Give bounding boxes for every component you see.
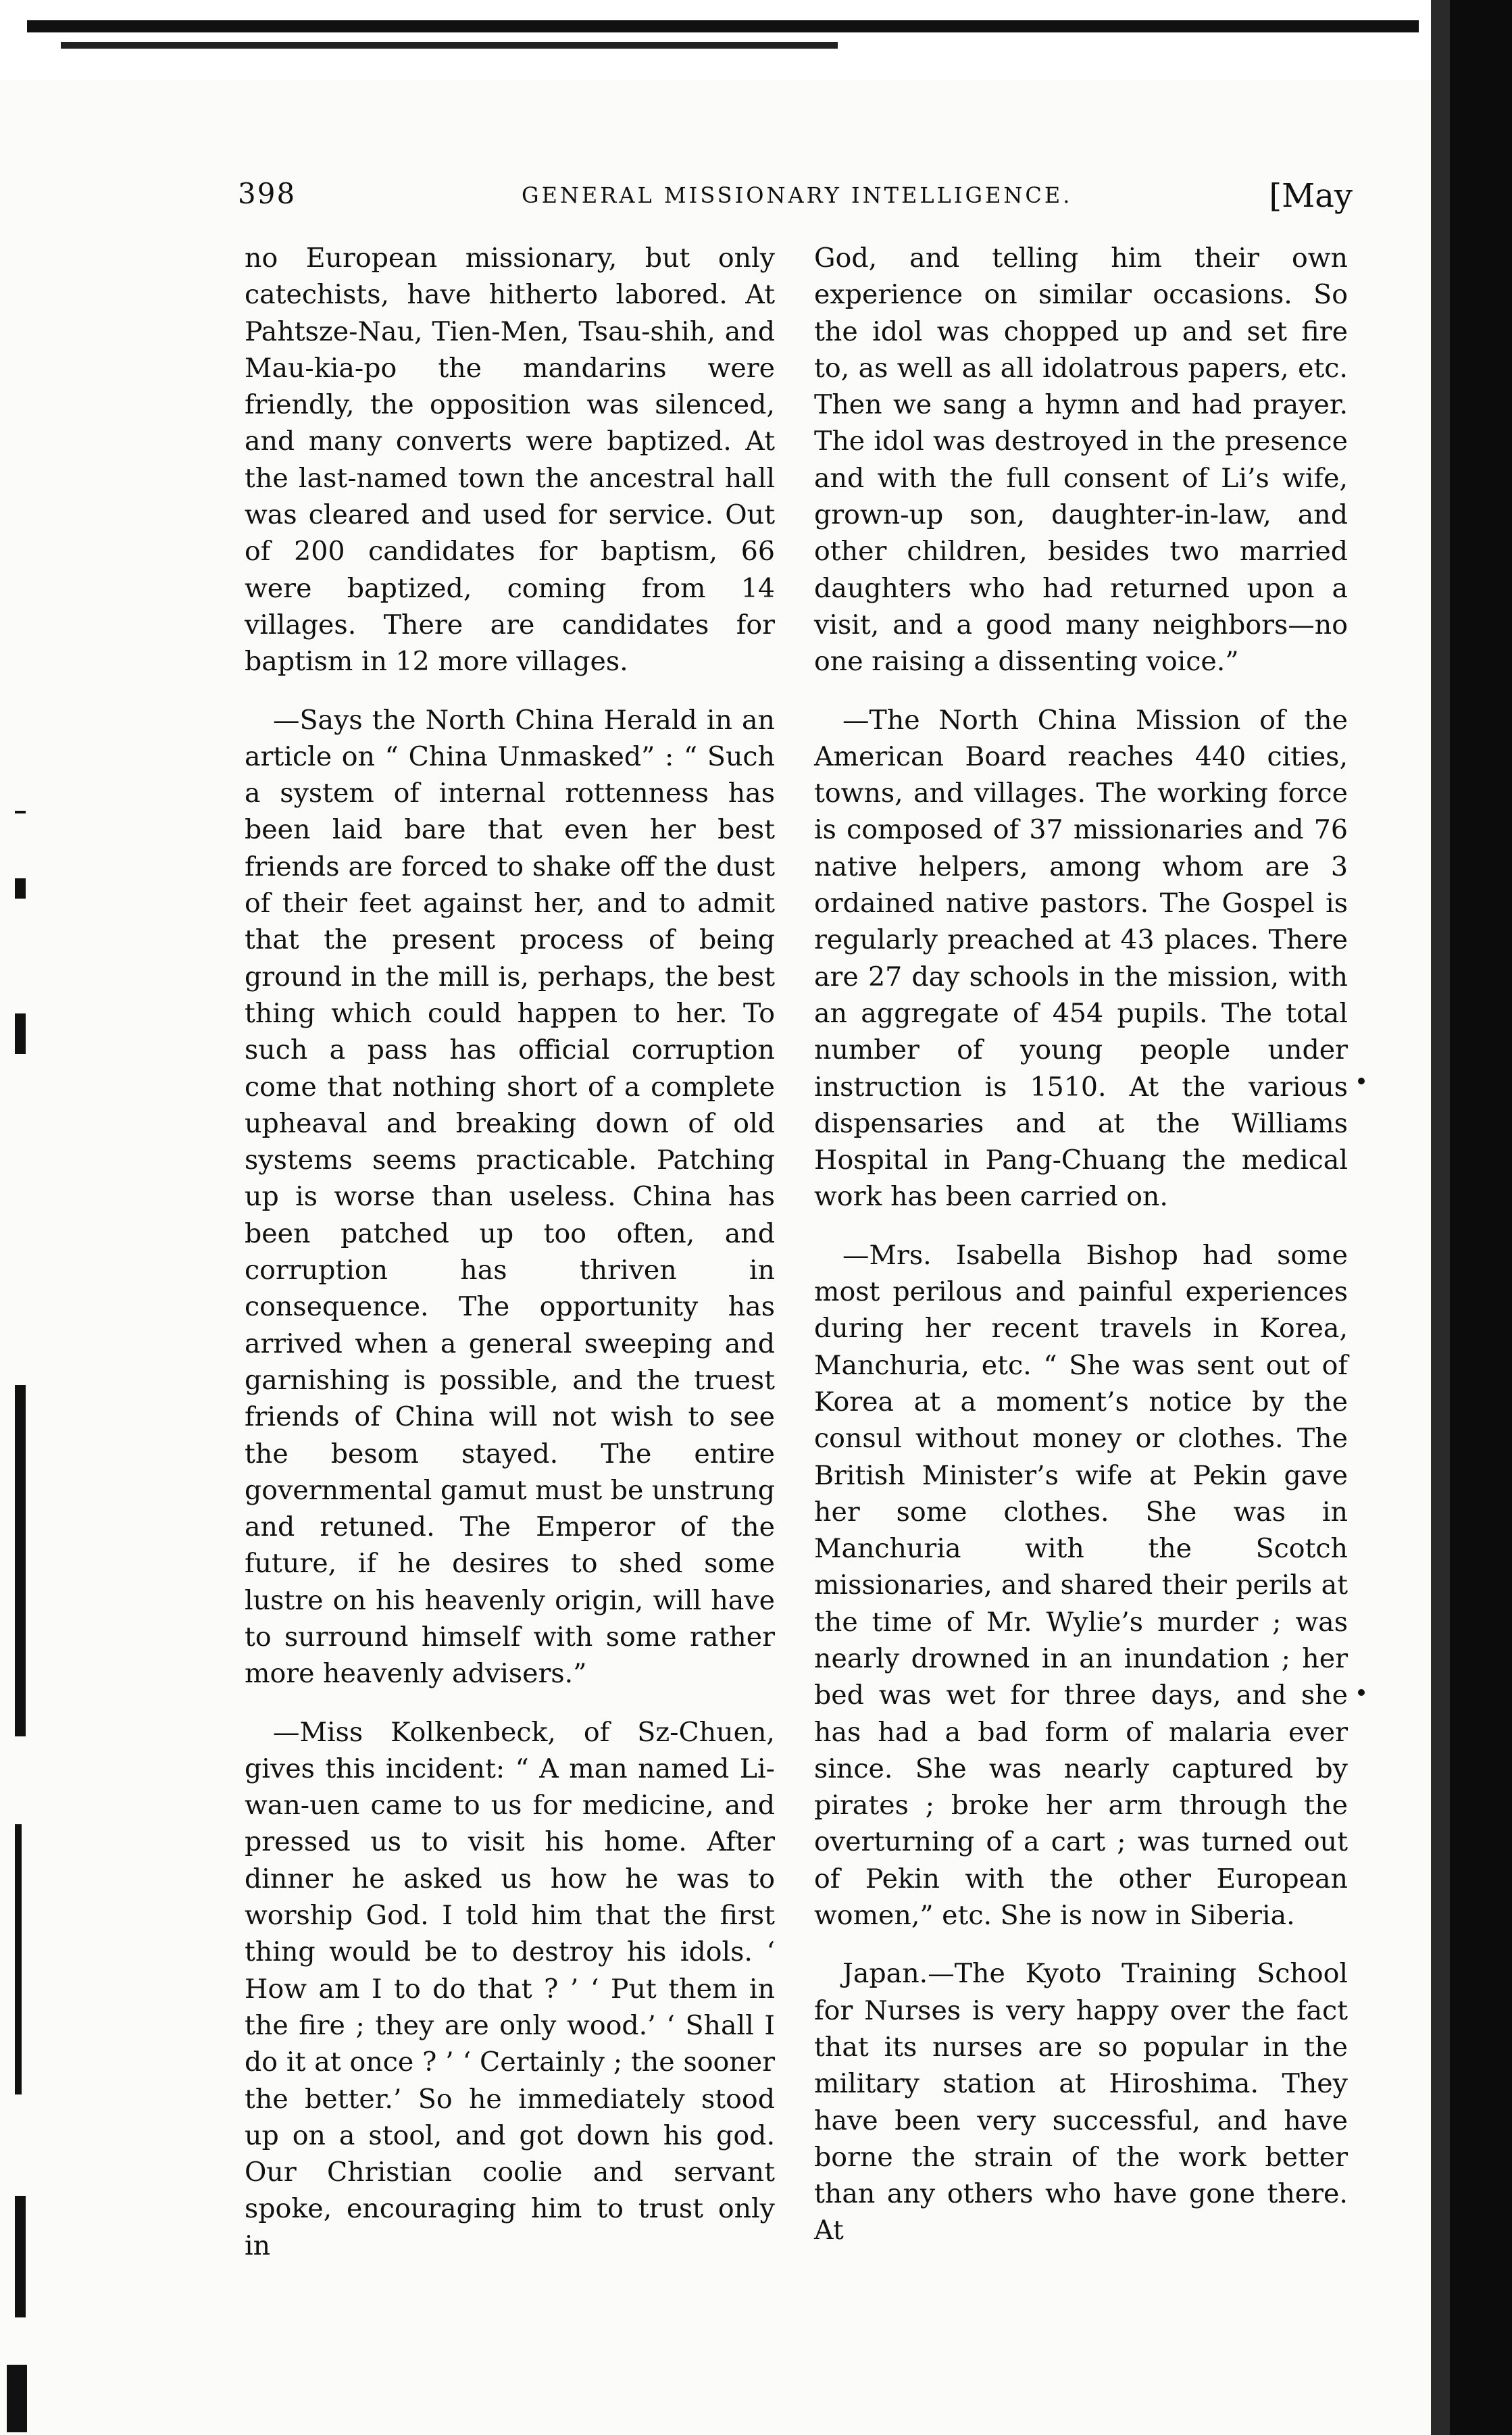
paragraph: —Miss Kolkenbeck, of Sz-Chuen, gives this incident: “ A man named Li-wan-uen came to us for medicine, and pressed us to visit his home. After dinner he asked us how he was to worship God. I told him that the first thing would be to destroy his idols. ‘ How am I to do that ? ’ ‘ Put them in the fire ; they are only wood.’ ‘ Shall I do it at once ? ’ ‘ Certainly ; the sooner the better.’ So he immediately stood up on a stool, and got down his god. Our Christian coolie and servant spoke, encouraging him to trust only in [245,1716,775,2261]
scan-mark [15,878,26,899]
scan-speck [1358,1078,1365,1084]
page-number: 398 [238,177,297,210]
page-header [238,177,1353,224]
right-column [814,240,1348,2271]
scan-mark [15,1824,22,2094]
scan-top-border [0,0,1512,80]
scan-mark [15,811,26,813]
left-column [245,240,775,2286]
paragraph: no European missionary, but only catechists, have hitherto labored. At Pahtsze-Nau, Tien-Men, Tsau-shih, and Mau-kia-po the mandarins were friendly, the opposition was silenced, and many converts were baptized. At the last-named town the ancestral hall was cleared and used for service. Out of 200 candidates for baptism, 66 were baptized, coming from 14 villages. There are candidates for baptism in 12 more villages. [245,243,775,678]
scan-mark [15,2196,26,2317]
scan-mark [7,2365,27,2432]
scan-speck [1358,1689,1365,1696]
scan-mark [15,1385,26,1736]
paragraph: —Mrs. Isabella Bishop had some most perilous and painful experiences during her recent travels in Korea, Manchuria, etc. “ She was sent out of Korea at a moment’s notice by the consul without money or clothes. The British Minister’s wife at Pekin gave her some clothes. She was in Manchuria with the Scotch missionaries, and shared their perils at the time of Mr. Wylie’s murder ; was nearly drowned in an inundation ; her bed was wet for three days, and she has had a bad form of malaria ever since. She was nearly captured by pirates ; broke her arm through the overturning of a cart ; was turned out of Pekin with the other European women,” etc. She is now in Siberia. [814,1239,1348,1932]
paragraph: —The North China Mission of the American Board reaches 440 cities, towns, and villages. The working force is composed of 37 missionaries and 76 native helpers, among whom are 3 ordained native pastors. The Gospel is regularly preached at 43 places. There are 27 day schools in the mission, with an aggregate of 454 pupils. The total number of young people under instruction is 1510. At the various dispensaries and at the Williams Hospital in Pang-Chuang the medical work has been carried on. [814,704,1348,1213]
paragraph: Japan.—The Kyoto Training School for Nurses is very happy over the fact that its nurses are so popular in the military station at Hiroshima. They have been very successful, and have borne the strain of the work better than any others who have gone there. At [814,1958,1348,2246]
paragraph: —Says the North China Herald in an article on “ China Unmasked” : “ Such a system of internal rottenness has been laid bare that even her best friends are forced to shake off the dust of their feet against her, and to admit that the present process of being ground in the mill is, perhaps, the best thing which could happen to her. To such a pass has official corruption come that nothing short of a complete upheaval and breaking down of old systems seems practicable. Patching up is worse than useless. China has been patched up too often, and corruption has thriven in consequence. The opportunity has arrived when a general sweeping and garnishing is possible, and the truest friends of China will not wish to see the besom stayed. The entire governmental gamut must be unstrung and retuned. The Emperor of the future, if he desires to shed some lustre on his heavenly origin, will have to surround himself with some rather more heavenly advisers.” [245,704,776,1690]
running-head: GENERAL MISSIONARY INTELLIGENCE. [522,182,1073,208]
page-month: [May [1269,177,1353,215]
paragraph: God, and telling him their own experience on similar occasions. So the idol was chopped up and set fire to, as well as all idolatrous papers, etc. Then we sang a hymn and had prayer. The idol was destroyed in the presence and with the full consent of Li’s wife, grown-up son, daughter-in-law, and other children, besides two married daughters who had returned upon a visit, and a good many neighbors—no one raising a dissenting voice.” [814,243,1348,678]
scan-page-shadow [1431,0,1450,2435]
scan-mark [15,1013,26,1054]
scan-edge-line [27,20,1419,32]
scan-edge-line [61,42,838,49]
scan-right-edge [1450,0,1512,2435]
scan-left-edge-marks [0,811,41,2432]
